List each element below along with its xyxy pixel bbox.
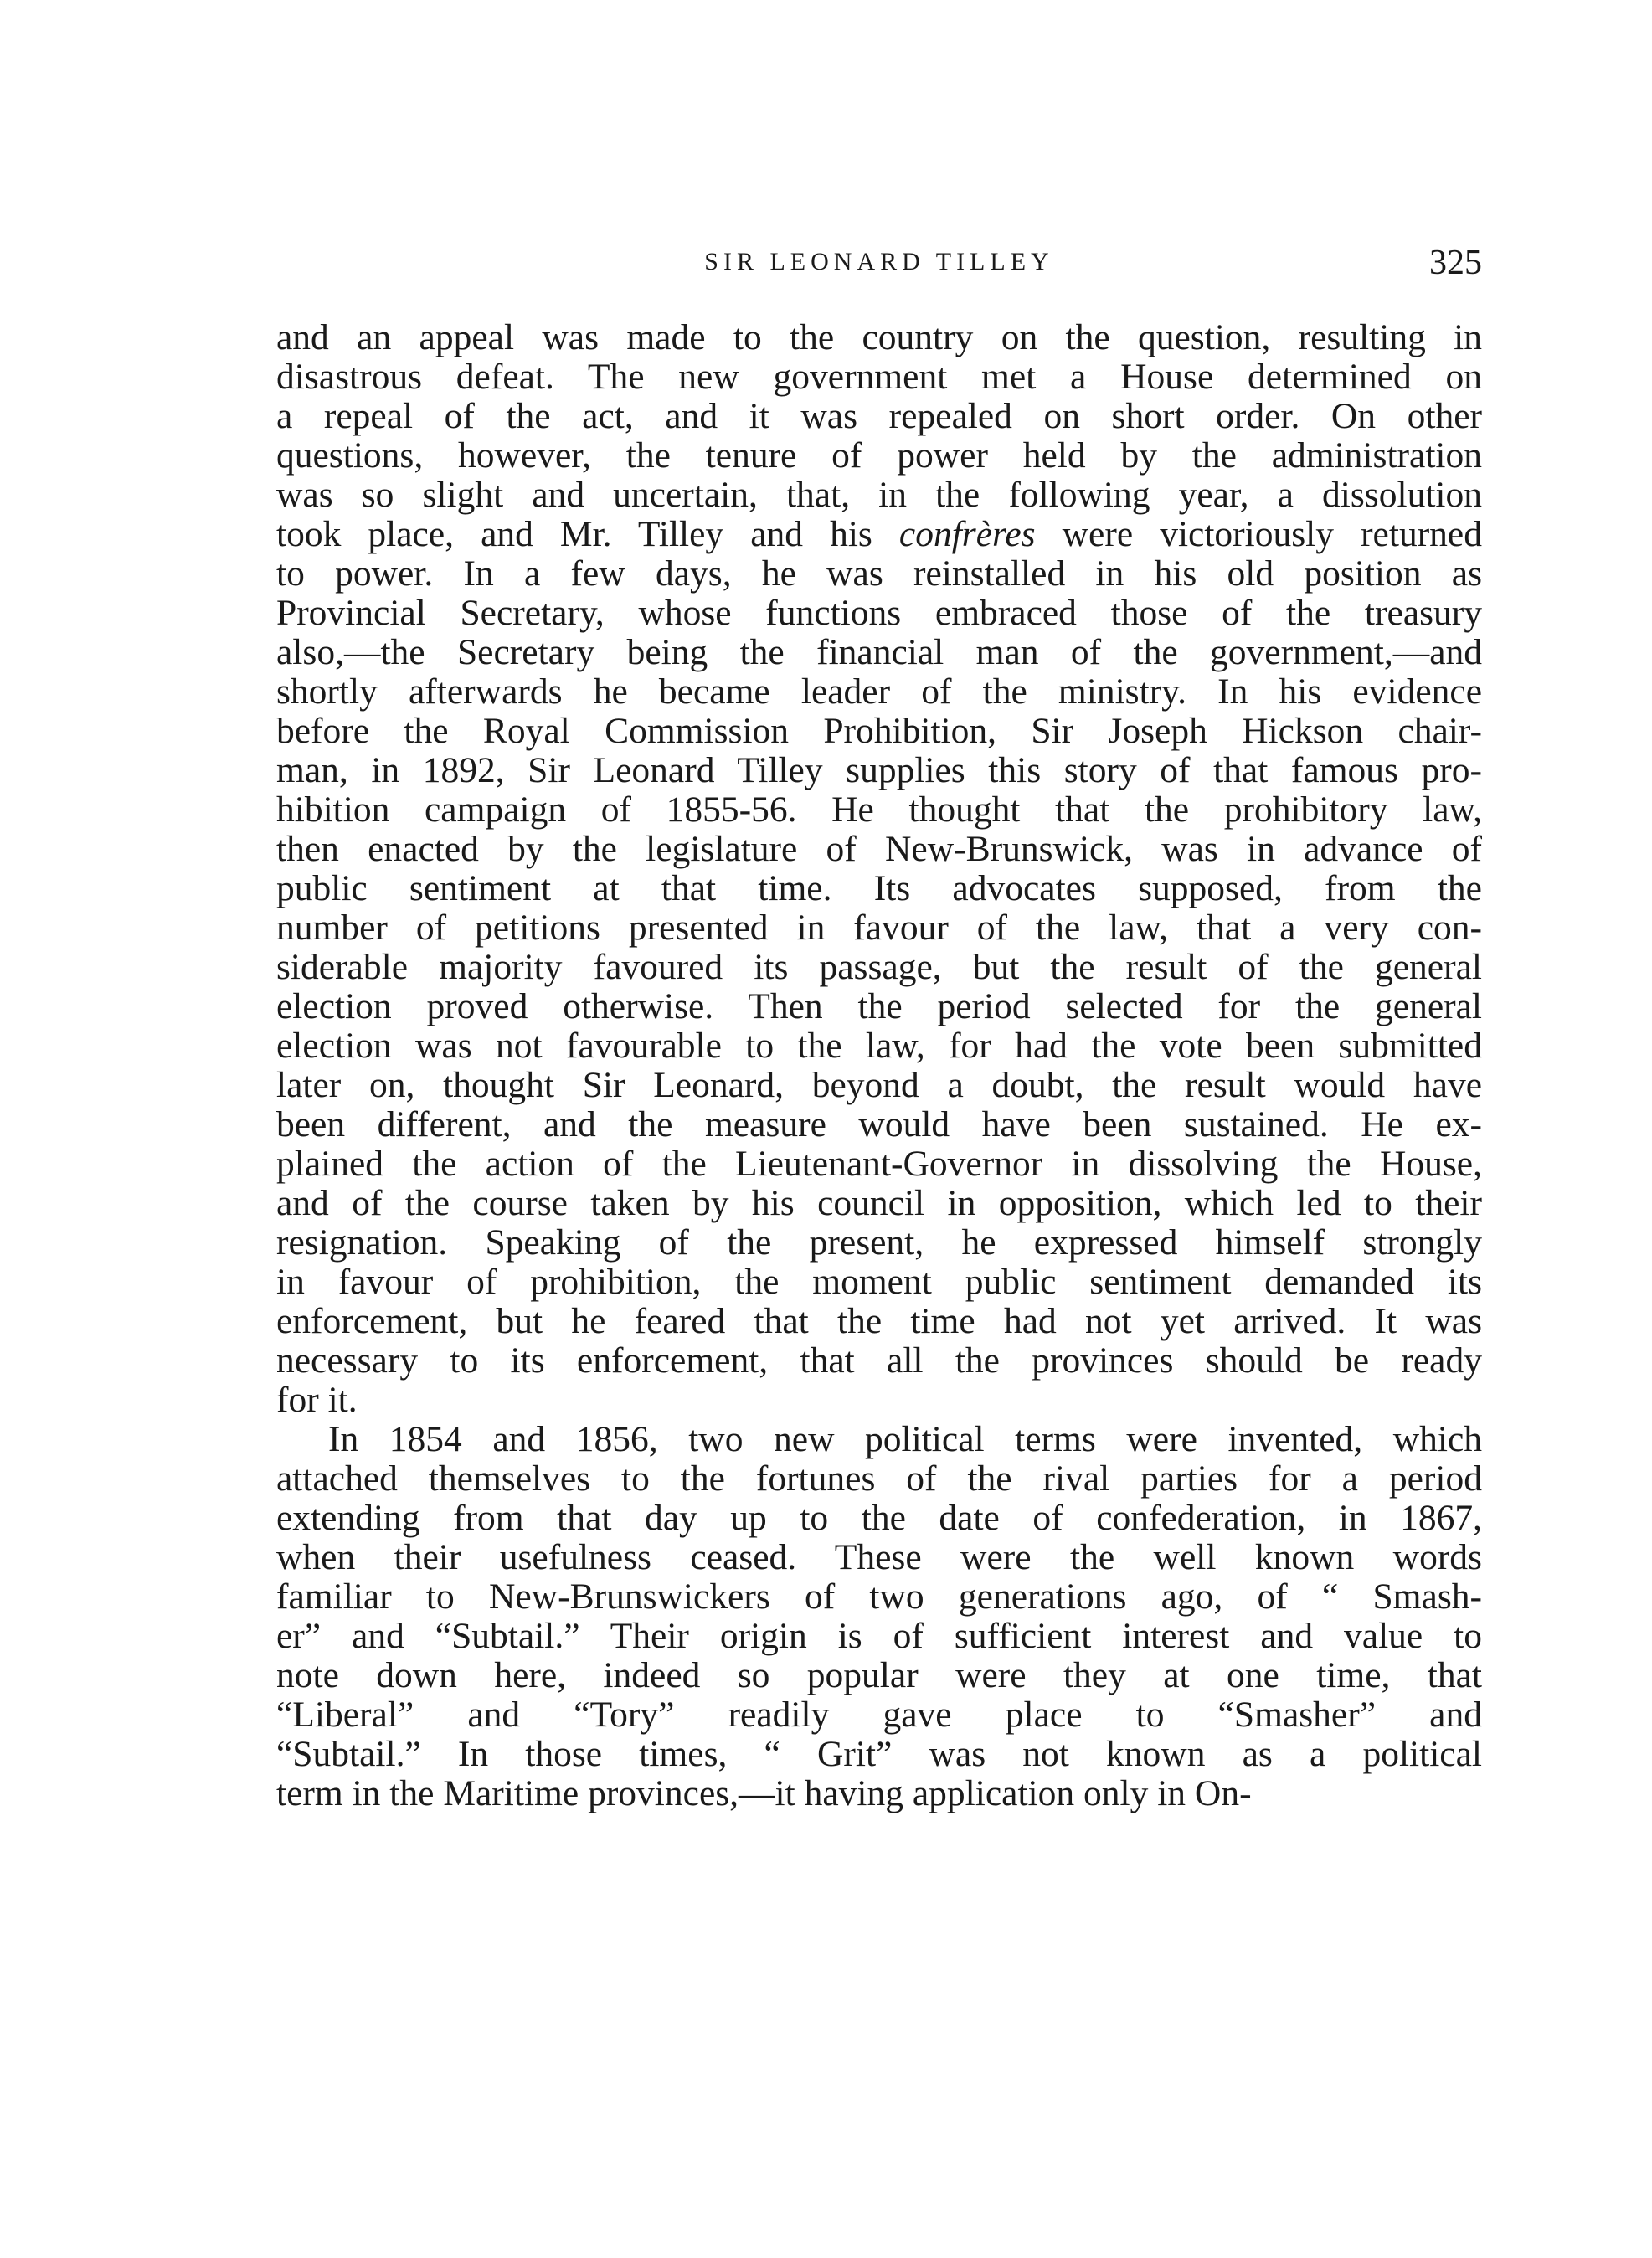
text-line: familiar to New-Brunswickers of two generations ago, of “ Smash- bbox=[276, 1576, 1482, 1617]
text-line: and of the course taken by his council in opposition, which led to their bbox=[276, 1183, 1482, 1223]
text-line: In 1854 and 1856, two new political terms were invented, which bbox=[328, 1419, 1482, 1459]
text-line: election proved otherwise. Then the period selected for the general bbox=[276, 986, 1482, 1026]
text-line: been different, and the measure would have been sustained. He ex- bbox=[276, 1104, 1482, 1144]
text-line: necessary to its enforcement, that all the provinces should be ready bbox=[276, 1340, 1482, 1381]
text-line: shortly afterwards he became leader of the ministry. In his evidence bbox=[276, 671, 1482, 712]
text-line: “Liberal” and “Tory” readily gave place to “Smasher” and bbox=[276, 1695, 1482, 1735]
page-number: 325 bbox=[1429, 244, 1482, 282]
text-line: in favour of prohibition, the moment public sentiment demanded its bbox=[276, 1262, 1482, 1302]
text-line: number of petitions presented in favour of the law, that a very con- bbox=[276, 908, 1482, 948]
text-line: man, in 1892, Sir Leonard Tilley supplies this story of that famous pro- bbox=[276, 750, 1482, 790]
text-line: also,—the Secretary being the financial man of the government,—and bbox=[276, 632, 1482, 672]
body-text bbox=[276, 318, 1482, 1813]
text-line: “Subtail.” In those times, “ Grit” was not known as a political bbox=[276, 1734, 1482, 1774]
text-line: note down here, indeed so popular were they at one time, that bbox=[276, 1655, 1482, 1695]
text-line: enforcement, but he feared that the time had not yet arrived. It was bbox=[276, 1301, 1482, 1341]
running-head bbox=[276, 243, 1482, 285]
text-line: before the Royal Commission Prohibition, Sir Joseph Hickson chair- bbox=[276, 711, 1482, 751]
text-line: er” and “Subtail.” Their origin is of sufficient interest and value to bbox=[276, 1616, 1482, 1656]
text-line: when their usefulness ceased. These were the well known words bbox=[276, 1537, 1482, 1577]
text-line: later on, thought Sir Leonard, beyond a doubt, the result would have bbox=[276, 1065, 1482, 1105]
text-line: plained the action of the Lieutenant-Governor in dissolving the House, bbox=[276, 1144, 1482, 1184]
text-line: to power. In a few days, he was reinstalled in his old position as bbox=[276, 553, 1482, 594]
text-line: a repeal of the act, and it was repealed on short order. On other bbox=[276, 396, 1482, 436]
text-line: hibition campaign of 1855-56. He thought that the prohibitory law, bbox=[276, 790, 1482, 830]
text-line: attached themselves to the fortunes of the rival parties for a period bbox=[276, 1458, 1482, 1499]
text-line: public sentiment at that time. Its advocates supposed, from the bbox=[276, 868, 1482, 908]
text-line: questions, however, the tenure of power held by the administration bbox=[276, 435, 1482, 476]
text-line: extending from that day up to the date of confederation, in 1867, bbox=[276, 1498, 1482, 1538]
text-line: Provincial Secretary, whose functions embraced those of the treasury bbox=[276, 593, 1482, 633]
text-line: disastrous defeat. The new government met a House determined on bbox=[276, 357, 1482, 397]
text-line: resignation. Speaking of the present, he expressed himself strongly bbox=[276, 1222, 1482, 1263]
text-line: and an appeal was made to the country on the question, resulting in bbox=[276, 317, 1482, 357]
text-line: siderable majority favoured its passage, but the result of the general bbox=[276, 947, 1482, 987]
running-title: SIR LEONARD TILLEY bbox=[704, 248, 1054, 275]
text-line: then enacted by the legislature of New-Brunswick, was in advance of bbox=[276, 829, 1482, 869]
text-line: for it. bbox=[276, 1380, 358, 1420]
text-line: election was not favourable to the law, for had the vote been submitted bbox=[276, 1026, 1482, 1066]
text-line: took place, and Mr. Tilley and his confrères were victoriously returned bbox=[276, 514, 1482, 554]
paragraph bbox=[276, 318, 1482, 1420]
paragraph bbox=[276, 1420, 1482, 1813]
text-line: was so slight and uncertain, that, in the following year, a dissolution bbox=[276, 475, 1482, 515]
text-line: term in the Maritime provinces,—it having application only in On- bbox=[276, 1773, 1252, 1813]
